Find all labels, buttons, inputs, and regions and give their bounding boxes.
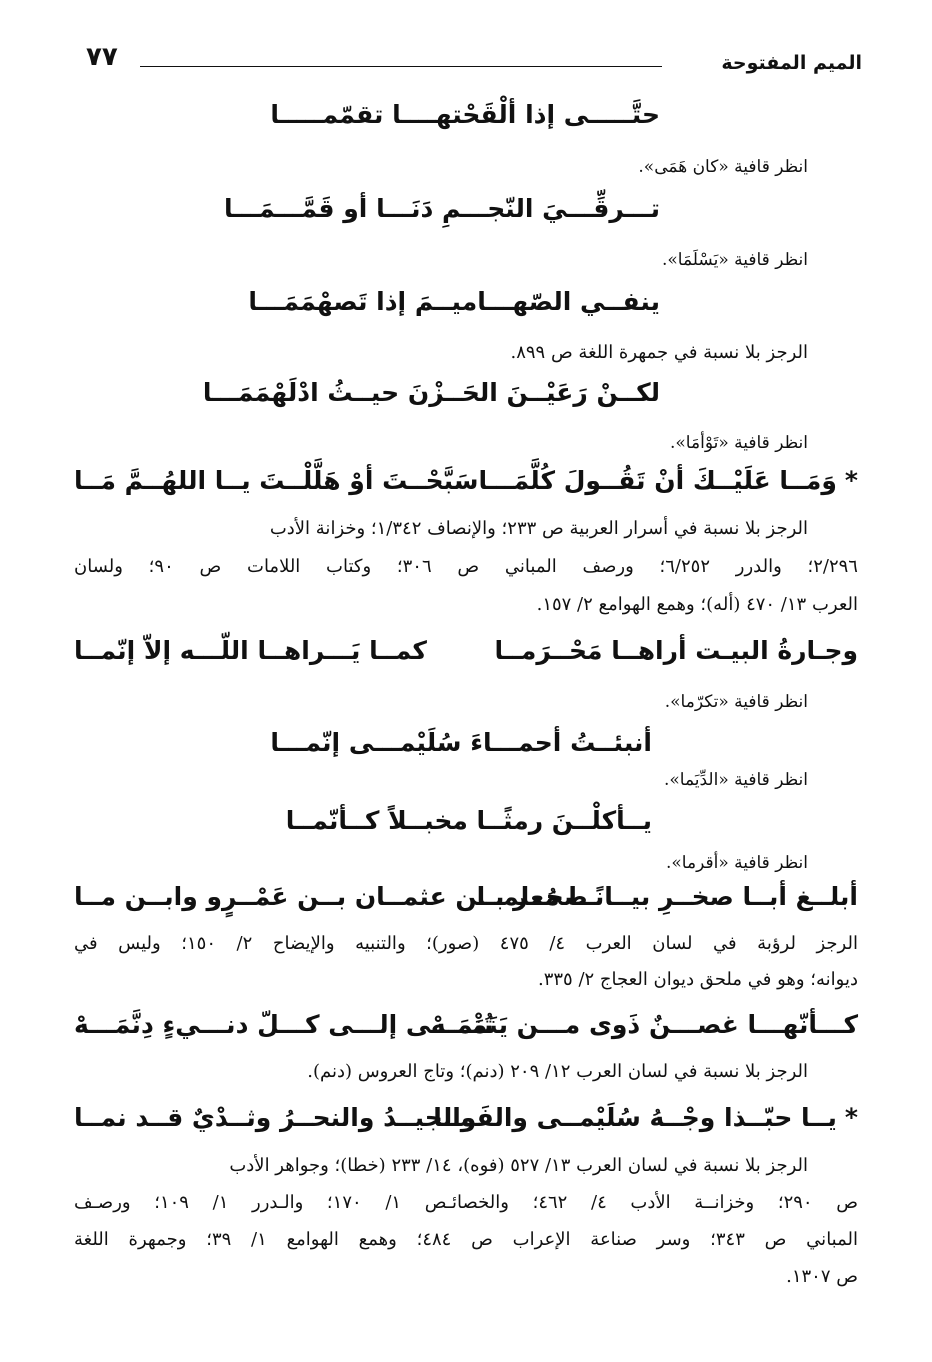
citation: الرجز بلا نسبة في جمهرة اللغة ص ٨٩٩. xyxy=(510,342,808,363)
verse-couplet xyxy=(74,636,858,670)
first-hemistich: أبلــغ أبــا صخــرِ بيــانًــا مُعلمــا xyxy=(476,882,858,911)
rhyme-reference: انظر قافية «الدِّيَما». xyxy=(663,770,808,790)
verse-line: يــأكلْــنَ رمثًــا مخبــلاً كــأنّمــا xyxy=(285,806,652,835)
second-hemistich: تُنْمَـــى إلـــى كـــلّ دنـــيءٍ دِنَّمَـــهْ xyxy=(74,1010,494,1039)
second-hemistich: كمــا يَـــراهــا اللّـــه إلاّ إنّمــا xyxy=(74,636,427,665)
first-hemistich: وجـارةُ البيـت أراهــا مَحْــرَمــا xyxy=(494,636,858,665)
citation: الرجز بلا نسبة في لسان العرب ١٢/ ٢٠٩ (دنم)؛ وتاج العروس (دنم). xyxy=(307,1061,808,1082)
citation-line: المباني ص ٣٤٣؛ وسر صناعة الإعراب ص ٤٨٤؛ وهمع الهوامع ١/ ٣٩؛ وجمهرة اللغة xyxy=(74,1229,858,1250)
page-number: ٧٧ xyxy=(86,42,118,72)
first-hemistich xyxy=(478,466,858,495)
verse-couplet xyxy=(74,1010,858,1044)
rhyme-reference: انظر قافية «يَسْلَمَا». xyxy=(661,250,808,270)
page-header xyxy=(70,42,862,82)
citation-line: الرجز بلا نسبة في أسرار العربية ص ٢٣٣؛ والإنصاف ١/٣٤٢؛ وخزانة الأدب xyxy=(269,518,808,539)
running-title: الميم المفتوحة xyxy=(721,52,862,74)
entry-mark: * xyxy=(844,1103,858,1132)
citation-line: ديوانه؛ وهو في ملحق ديوان العجاج ٢/ ٣٣٥. xyxy=(537,969,858,990)
verse-line: تـــرقِّـــيَ النّجـــمِ دَنَـــا أو قَمَّـــمَـــا xyxy=(224,194,660,223)
rhyme-reference: انظر قافية «كان هَمَى». xyxy=(638,157,808,177)
entry-mark: * xyxy=(844,466,858,495)
citation-line: ص ١٣٠٧. xyxy=(786,1266,858,1287)
rhyme-reference: انظر قافية «تَوْأمَا». xyxy=(670,433,808,453)
citation-line: ص ٢٩٠؛ وخزانــة الأدب ٤/ ٤٦٢؛ والخصائـص ١/ ١٧٠؛ والـدرر ١/ ١٠٩؛ ورصـف xyxy=(74,1192,859,1213)
verse-line: ينفــي الصّهـــاميــمَ إذا تَصهْمَمَـــا xyxy=(248,287,660,316)
header-rule xyxy=(140,66,662,67)
second-hemistich: صخــر بــن عثمــان بــن عَمْــرٍو وابــن مــا xyxy=(74,882,588,911)
verse-couplet xyxy=(74,882,858,916)
citation-line: العرب ١٣/ ٤٧٠ (أله)؛ وهمع الهوامع ٢/ ١٥٧. xyxy=(536,594,858,615)
verse-couplet xyxy=(74,466,858,500)
first-hemistich: كـــأنّهـــا غصـــنٌ ذَوى مـــن يَنَمَـــهْ xyxy=(430,1010,858,1039)
second-hemistich: سَبَّحْــتَ أوْ هَلَّلْــتَ يــا اللهُــمَّ مَــا xyxy=(74,466,479,495)
verse-line: أنبئــتُ أحمـــاءَ سُلَيْمـــى إنّمـــا xyxy=(270,728,652,757)
citation-line: الرجز بلا نسبة في لسان العرب ١٣/ ٥٢٧ (فوه)، ١٤/ ٢٣٣ (خطا)؛ وجواهر الأدب xyxy=(229,1155,808,1176)
verse-line: حتَّـــــى إذا ألْقَحْتهــــا تقمّمـــــا xyxy=(270,100,660,129)
first-hemistich xyxy=(433,1103,858,1132)
citation-line: الرجز لرؤبة في لسان العرب ٤/ ٤٧٥ (صور)؛ والتنبيه والإيضاح ٢/ ١٥٠؛ وليس في xyxy=(74,933,858,954)
rhyme-reference: انظر قافية «أقرما». xyxy=(666,853,808,873)
first-hemistich-text: وَمَــا عَلَيْــكَ أنْ تَقُــولَ كُلَّمَـــا xyxy=(478,466,837,495)
citation-line: ٢/٢٩٦؛ والدرر ٦/٢٥٢؛ ورصف المباني ص ٣٠٦؛ وكتاب اللامات ص ٩٠؛ ولسان xyxy=(74,556,858,577)
verse-line: لكــنْ رَعَيْــنَ الحَــزْنَ حيــثُ ادْلَهْمَمَـــا xyxy=(202,378,660,407)
verse-couplet xyxy=(74,1103,858,1137)
second-hemistich: والجيــدُ والنحــرُ وثــدْيٌ قــد نمــا xyxy=(74,1103,477,1132)
rhyme-reference: انظر قافية «تكرّما». xyxy=(664,692,808,712)
first-hemistich-text: يــا حبّــذا وجْــهُ سُلَيْمــى والفَمــا xyxy=(433,1103,837,1132)
